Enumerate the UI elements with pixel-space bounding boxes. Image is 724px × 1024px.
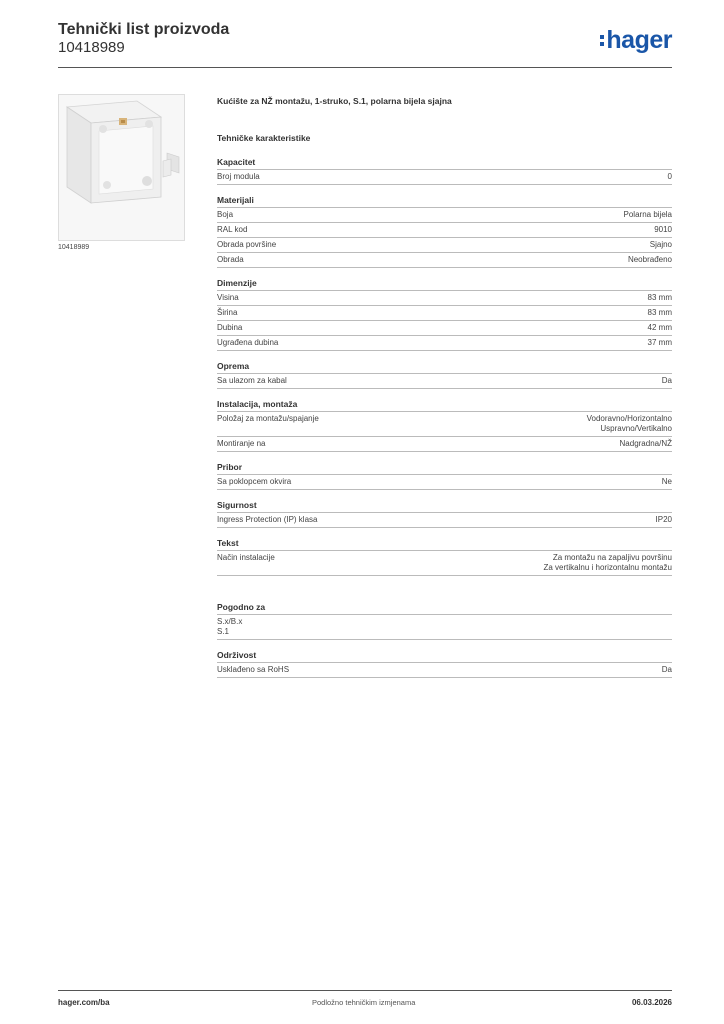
section-title: Tekst: [217, 538, 672, 551]
spec-label: Način instalacije: [217, 553, 275, 562]
spec-row: [217, 475, 672, 490]
tech-characteristics-title: Tehničke karakteristike: [217, 133, 311, 143]
spec-section: [217, 157, 672, 185]
spec-value-line: 37 mm: [647, 338, 672, 347]
spec-value-line: Vodoravno/Horizontalno: [586, 414, 672, 423]
spec-section: [217, 278, 672, 351]
product-number: 10418989: [58, 39, 125, 56]
spec-section: [217, 462, 672, 490]
footer-website-link[interactable]: hager.com/ba: [58, 998, 110, 1007]
image-caption: 10418989: [58, 244, 90, 251]
spec-label: Ugrađena dubina: [217, 338, 279, 347]
footer-divider: [58, 990, 672, 991]
spec-sections: [217, 157, 672, 576]
spec-row: [217, 306, 672, 321]
spec-value-line: 0: [667, 172, 672, 181]
section-title: Pogodno za: [217, 602, 672, 615]
spec-label: Broj modula: [217, 172, 260, 181]
spec-section: [217, 500, 672, 528]
spec-label: Položaj za montažu/spajanje: [217, 414, 319, 423]
spec-label: Obrada: [217, 255, 244, 264]
spec-label: Dubina: [217, 323, 243, 332]
spec-row: [217, 291, 672, 306]
spec-value-line: 9010: [654, 225, 672, 234]
suitable-item: S.x/B.x: [217, 617, 243, 626]
header-divider: [58, 67, 672, 68]
spec-value-line: Polarna bijela: [623, 210, 672, 219]
page-title: Tehnički list proizvoda: [58, 21, 230, 38]
spec-value: [650, 240, 672, 250]
spec-content: [217, 96, 672, 688]
spec-row: [217, 374, 672, 389]
hager-logo[interactable]: [600, 28, 672, 53]
spec-row: [217, 551, 672, 576]
spec-value: [648, 293, 672, 303]
spec-value: [656, 515, 672, 525]
spec-label: Sa ulazom za kabal: [217, 376, 287, 385]
spec-value: [662, 376, 672, 386]
section-title: Oprema: [217, 361, 672, 374]
spec-row: [217, 663, 672, 678]
spec-value-line: Da: [661, 376, 672, 385]
spec-row: [217, 170, 672, 185]
spec-value: [654, 225, 672, 235]
spec-value: [620, 439, 672, 449]
spec-value: [628, 255, 672, 265]
spec-label: Sa poklopcem okvira: [217, 477, 292, 486]
spec-row: [217, 208, 672, 223]
section-title: Pribor: [217, 462, 672, 475]
spec-row: [217, 223, 672, 238]
spec-row: [217, 253, 672, 268]
logo-text: hager: [606, 26, 672, 54]
spec-row: [217, 336, 672, 351]
section-title: Instalacija, montaža: [217, 399, 672, 412]
spec-value-line: 83 mm: [647, 308, 672, 317]
spec-value-line: Za montažu na zapaljivu površinu: [552, 553, 672, 562]
spec-row: [217, 238, 672, 253]
spec-value: [624, 210, 672, 220]
logo-dots-icon: [600, 35, 604, 46]
spec-value: [648, 323, 672, 333]
section-sustainability: [217, 650, 672, 678]
spec-section: [217, 538, 672, 576]
spec-value: [668, 172, 672, 182]
spec-value-line: Ne: [661, 477, 672, 486]
section-title: Sigurnost: [217, 500, 672, 513]
spec-value-line: Za vertikalnu i horizontalnu montažu: [543, 563, 672, 572]
spec-label: Montiranje na: [217, 439, 266, 448]
spec-value: [587, 414, 672, 434]
enclosure-box-icon: [59, 95, 184, 240]
spec-value-line: Sjajno: [649, 240, 672, 249]
spec-section: [217, 195, 672, 268]
spec-value-line: Nadgradna/NŽ: [619, 439, 672, 448]
spec-value: Da: [661, 665, 672, 674]
spec-row: [217, 513, 672, 528]
spec-value: [543, 553, 672, 573]
spec-value-line: IP20: [655, 515, 672, 524]
spec-section: [217, 399, 672, 452]
footer-note: Podložno tehničkim izmjenama: [312, 998, 416, 1007]
spec-label: Obrada površine: [217, 240, 277, 249]
section-title: Kapacitet: [217, 157, 672, 170]
spec-row: [217, 412, 672, 437]
spec-section: [217, 361, 672, 389]
spec-label: Boja: [217, 210, 234, 219]
spec-value-line: 83 mm: [647, 293, 672, 302]
spec-row: [217, 321, 672, 336]
spec-label: Usklađeno sa RoHS: [217, 665, 290, 674]
section-suitable: [217, 602, 672, 640]
spec-value-line: Uspravno/Vertikalno: [600, 424, 672, 433]
spec-value: [648, 308, 672, 318]
spec-value: [648, 338, 672, 348]
suitable-item: S.1: [217, 627, 230, 636]
spec-label: Ingress Protection (IP) klasa: [217, 515, 318, 524]
section-title: Održivost: [217, 650, 672, 663]
suitable-list: [217, 615, 672, 640]
spec-value-line: Neobrađeno: [627, 255, 672, 264]
section-title: Dimenzije: [217, 278, 672, 291]
spec-label: Širina: [217, 308, 238, 317]
spec-label: Visina: [217, 293, 239, 302]
product-name: Kućište za NŽ montažu, 1-struko, S.1, polarna bijela sjajna: [217, 96, 452, 106]
spec-value-line: 42 mm: [647, 323, 672, 332]
spec-row: [217, 437, 672, 452]
spec-value: [662, 477, 672, 487]
spec-label: RAL kod: [217, 225, 248, 234]
footer-date: 06.03.2026: [631, 998, 672, 1007]
section-title: Materijali: [217, 195, 672, 208]
product-image: [58, 94, 185, 241]
